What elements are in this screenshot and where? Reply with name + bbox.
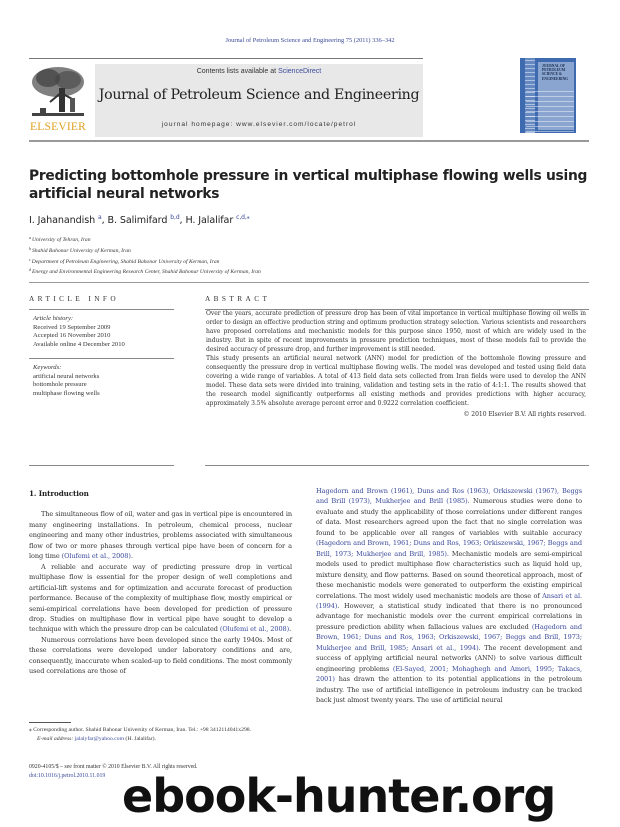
running-head[interactable]: Journal of Petroleum Science and Engineering 75 (2011) 336–342 [225,37,395,44]
citation-link[interactable]: Ansari et al. (1994) [316,591,583,610]
email-label: E-mail address: [37,735,75,742]
section-divider [29,282,589,283]
abstract-paragraph: This study presents an artificial neural network (ANN) model for prediction of the bottomhole flowing pressure and consequently the pressure drop in vertical multiphase flowing wells. The model was developed and tested using field data covering a wide range of variables. A total of 413 field data sets collected from Iran fields were used to develop the ANN model. These data sets were divided into training, validation and testing sets in the ratio of 4:1:1. The results showed that the research model significantly outperforms all existing methods and provides predictions with higher accuracy, approximately 3.5% absolute average percent error and 0.9222 correlation coefficient. [206,354,586,407]
history-received: Received 19 September 2009 [33,323,111,331]
affil-text: Shahid Bahonar University of Kerman, Iran [32,247,131,254]
contents-line [95,68,423,75]
affil-text: Department of Petroleum Engineering, Shahid Bahonar University of Kerman, Iran [31,258,220,265]
affil-label: d [29,267,31,273]
citation-link[interactable]: (Hagedorn and Brown, 1961; Duns and Ros, 1963; Orkiszewski, 1967; Beggs and Brill, 1973; Mukherjee and Brill, 1985; Ansari et al., 1994) [316,622,583,652]
elsevier-tree-icon [30,66,86,118]
issn-line: 0920-4105/$ – see front matter © 2010 Elsevier B.V. All rights reserved. [29,764,198,770]
header-bottom-rule [29,140,589,142]
citation-link[interactable]: (Olufemi et al., 2008) [219,625,290,634]
body-text: . [289,625,292,634]
elsevier-logo[interactable] [26,63,90,137]
article-info-bottom-rule [29,465,174,466]
body-text: has drawn the attention to its potential applications in the petroleum industry. The use of artificial intelligence in petroleum industry can be tracked back just almost twenty years. The use of artificial neural [316,675,582,705]
body-paragraph [29,562,292,635]
keyword-item: multiphase flowing wells [33,389,100,397]
citation-link[interactable]: Hagedorn and Brown (1961), Duns and Ros (1963), Orkiszewski (1967), Beggs and Brill (1973), Mukherjee and Brill (1985) [316,487,582,506]
author-affil-ref[interactable]: c,d,⁎ [236,214,250,221]
body-text: . Mechanistic models are semi-empirical models used to predict multiphase flow characteristics such as liquid hold up, mixture density, and flow patterns. Based on sound theoretical approach, most of these mechanistic models were generated to outperform the existing empirical correlations. The most widely used mechanistic models are those of [316,549,582,600]
contents-prefix: Contents lists available at [196,68,279,75]
body-text: . The recent development and success of applying artificial neural networks (ANN) to solve various difficult engineering problems [316,643,582,673]
body-text: A reliable and accurate way of predicting pressure drop in vertical multiphase flow is essential for the proper design of well completions and artificial-lift systems and for optimization and accurate forecast of production performance. Because of the complexity of multiphase flow, mostly empirical or semi-empirical correlations have been developed for prediction of pressure drop. Studies on multiphase flow in vertical pipe have sought to develop a technique with which the pressure drop can be calculated [29,562,292,634]
watermark: ebook-hunter.org [122,769,556,823]
abstract-bottom-rule [205,465,589,466]
footnote-rule [29,722,71,723]
body-paragraph [316,486,582,706]
journal-title: Journal of Petroleum Science and Engineering [98,87,420,103]
journal-homepage[interactable]: journal homepage: www.elsevier.com/locate/petrol [161,121,357,128]
keywords-label: Keywords: [33,364,62,371]
article-info-rule [29,309,174,310]
affil-label: c [29,256,31,262]
body-paragraph [29,509,292,561]
article-title: Predicting bottomhole pressure in vertical multiphase flowing wells using artificial neural networks [29,168,588,202]
affiliation-item [29,234,261,245]
affil-text: University of Tehran, Iran [32,237,91,243]
keywords [33,364,178,398]
journal-masthead [95,64,423,137]
history-accepted: Accepted 16 November 2010 [33,332,111,340]
publisher-logo-text: ELSEVIER [30,121,86,133]
author-list: I. Jahanandish $^a$, B. Salimifard $^{b,d}$, H. Jalalifar $^{c,d,⁎}$ [29,214,250,226]
history-label: Article history: [33,315,74,322]
author-affil-ref[interactable]: b,d [170,214,180,221]
body-text: . [130,552,133,561]
author-name[interactable]: H. Jalalifar [185,215,234,226]
body-text: . However, a statistical study indicated that there is no pronounced advantage for mechanistic models over the current empirical correlations in pressure prediction ability when fallacious values are excluded [316,601,582,631]
email-link[interactable]: jalalyfar@yahoo.com [74,735,124,742]
abstract-heading: ABSTRACT [205,294,271,303]
body-paragraph: Numerous correlations have been developed since the early 1940s. Most of these correlations were developed under laboratory conditions and are, consequently, inaccurate when scaled-up to field conditions. The most commonly used correlations are those of [29,635,292,676]
history-online: Available online 4 December 2010 [33,340,125,348]
article-info-heading: ARTICLE INFO [29,294,120,303]
email-suffix: (H. Jalalifar). [124,735,156,742]
abstract-paragraph: Over the years, accurate prediction of pressure drop has been of vital importance in vertical multiphase flowing oil wells in order to design an effective production string and optimum production strategy selection. Various scientists and researchers have proposed correlations and mechanistic models for this purpose since 1950, most of which are widely used in the industry. But in spite of recent improvements in pressure prediction techniques, most of these models fail to provide the desired accuracy of pressure drop, and further improvement is still needed. [206,310,586,353]
journal-cover-image[interactable] [520,58,576,133]
affil-label: a [29,235,31,240]
section-heading-introduction: 1. Introduction [29,489,89,498]
corresponding-author-note: ⁎ Corresponding author. Shahid Bahonar University of Kerman, Iran. Tel.: +98 3412114041x298. [29,727,252,733]
author-name[interactable]: I. Jahanandish [29,215,96,226]
citation-link[interactable]: (Olufemi et al., 2008) [61,552,131,561]
cover-pipe-graphic [526,88,574,132]
keyword-item: bottomhole pressure [33,381,87,389]
keyword-item: artificial neural networks [33,372,100,380]
affiliation-item [29,266,261,277]
affil-text: Energy and Environmental Engineering Research Center, Shahid Bahonar University of Kerman, Iran [32,269,261,276]
header-rule [29,58,423,59]
affiliation-item [29,256,261,267]
author-name[interactable]: B. Salimifard [107,215,168,226]
doi-link[interactable]: doi:10.1016/j.petrol.2010.11.019 [29,772,106,779]
affil-label: b [29,245,31,251]
abstract-body [206,310,586,420]
body-column-right [316,486,582,706]
body-text: . Numerous studies were done to evaluate and study the applicability of those correlations under different ranges of data. Most researchers agreed upon the fact that no single correlation was found to be applicable over all ranges of variables with suitable accuracy [316,497,582,537]
citation-link[interactable]: (El-Sayed, 2001; Mohaghegh and Ameri, 1995; Takacs, 2001) [316,664,582,684]
sciencedirect-link[interactable]: ScienceDirect [278,68,322,75]
affiliation-item [29,245,261,256]
citation-link[interactable]: (Hagedorn and Brown, 1961; Duns and Ros, 1963; Orkiszewski, 1967; Beggs and Brill, 1973; Mukherjee and Brill, 1985) [316,539,582,558]
article-history [33,315,178,349]
body-text: The simultaneous flow of oil, water and gas in vertical pipe is encountered in many engineering installations. In petroleum, chemical process, nuclear engineering and many other industries, problems associated with simultaneous flow of two or more phases through vertical pipe have been of concern for a long time [29,510,292,561]
footnote [29,726,292,743]
email-line [29,735,292,744]
author-affil-ref[interactable]: a [98,214,102,221]
keywords-rule [29,358,174,359]
body-column-left [29,489,292,677]
affiliations [29,234,261,277]
copyright-notice: © 2010 Elsevier B.V. All rights reserved. [463,411,586,419]
cover-title: JOURNAL OF PETROLEUM SCIENCE & ENGINEERING [542,64,568,81]
